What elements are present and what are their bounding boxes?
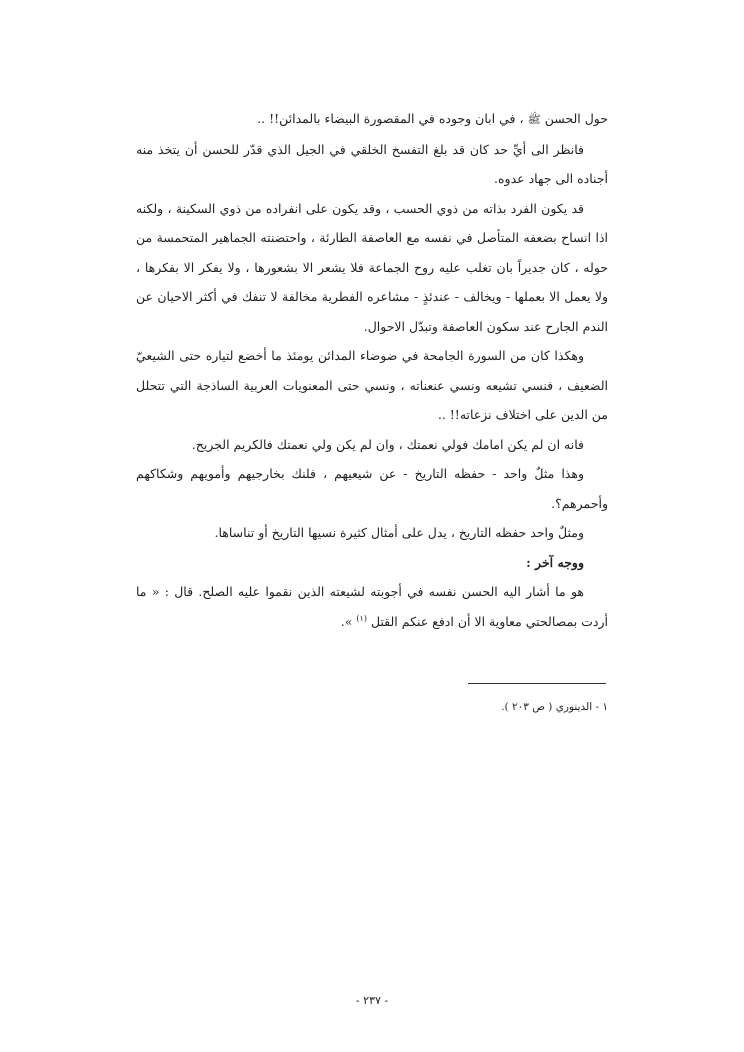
paragraph-6-close: ». xyxy=(340,613,357,629)
paragraph-3: وهكذا كان من السورة الجامحة في ضوضاء المدائن يومئذ ما أخضع لتياره حتى الشيعيّ الضعيف ، فنسي تشيعه ونسي عنعناته ، ونسي حتى المعنويات العربية الساذجة التي تتحلل من الدين على اختلاف نزعاته!! .. xyxy=(136,348,608,422)
paragraph-6-text: هو ما أشار اليه الحسن نفسه في أجوبته لشيعته الذين نقموا عليه الصلح. قال : « ما أردت بمصالحتي معاوية الا أن ادفع عنكم القتل xyxy=(136,584,608,629)
quoted-verse: فانه ان لم يكن امامك فولي نعمتك ، وان لم يكن ولي نعمتك فالكريم الجريح. xyxy=(191,436,584,452)
intro-text-end: ، في ابان وجوده في المقصورة البيضاء بالمدائن!! .. xyxy=(257,111,528,126)
paragraph-1: فانظر الى أيِّ حد كان قد بلغ التفسخ الخلقي في الجيل الذي قدّر للحسن أن يتخذ منه أجناده الى جهاد عدوه. xyxy=(136,141,608,186)
salla-glyph: ﷺ xyxy=(527,113,541,126)
paragraph-6 xyxy=(136,577,608,636)
footnote: ١ - الدينوري ( ص ٢٠٣ ). xyxy=(501,701,608,713)
intro-paragraph xyxy=(136,104,608,135)
paragraph-4: وهذا مثلٌ واحد - حفظه التاريخ - عن شيعيهم ، فلنك بخارجيهم وأمويهم وشكاكهم وأحمرهم؟. xyxy=(136,466,608,511)
paragraph-5: ومثلٌ واحد حفظه التاريخ ، يدل على أمثال كثيرة نسيها التاريخ أو تناساها. xyxy=(214,525,584,540)
intro-text-start: حول الحسن xyxy=(540,111,608,126)
body-text xyxy=(136,104,608,636)
footnote-divider xyxy=(468,683,606,684)
section-heading: ووجه آخر : xyxy=(526,554,584,570)
page-number: - ٢٣٧ - xyxy=(355,994,389,1007)
paragraph-2: قد يكون الفرد بذاته من ذوي الحسب ، وقد يكون على انفراده من ذوي السكينة ، ولكنه اذا انساح بضعفه المتأصل في نفسه مع العاصفة الطارئة ، واحتضنته الجماهير المتحمسة من حوله ، كان جديراً بان تغلب عليه روح الجماعة فلا يشعر الا بشعورها ، ولا يفكر الا بفكرها ، ولا يعمل الا بعملها - ويخالف - عندئذٍ - مشاعره الفطرية مخالفة لا تنفك في أكثر الاحيان عن الندم الجارح عند سكون العاصفة وتبدّل الاحوال. xyxy=(136,200,608,334)
footnote-reference: (١) xyxy=(356,613,367,623)
